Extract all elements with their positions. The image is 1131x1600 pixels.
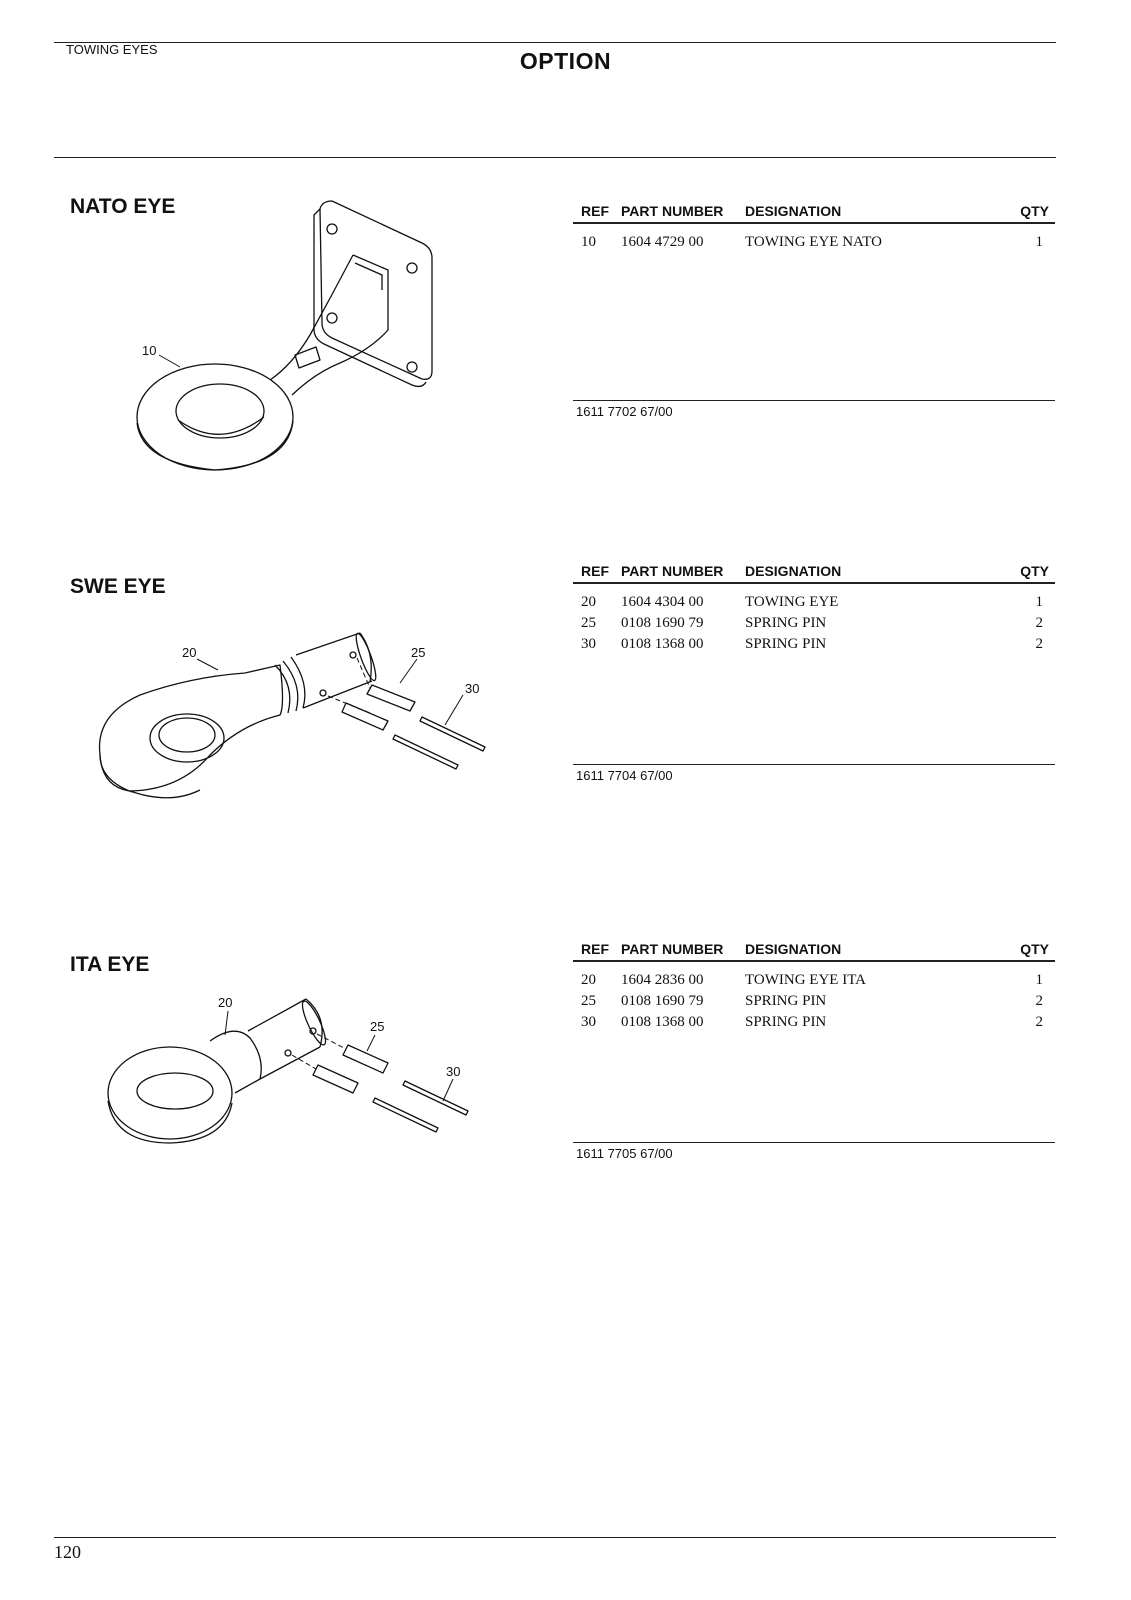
cell-qty: 1 — [1035, 594, 1043, 610]
pin-25b — [313, 1065, 358, 1093]
table-row — [573, 594, 1055, 615]
cell-ref: 25 — [581, 615, 596, 631]
label-plate — [295, 347, 320, 368]
pin-30b — [373, 1098, 438, 1132]
table-header — [573, 563, 1055, 584]
cell-ref: 10 — [581, 234, 596, 250]
col-part-number-header: PART NUMBER — [621, 941, 724, 957]
bolt-hole — [407, 263, 417, 273]
footer-rule — [54, 1537, 1056, 1538]
callout-leader — [445, 695, 463, 725]
cell-designation: SPRING PIN — [745, 615, 827, 631]
table-header — [573, 203, 1055, 224]
shaft — [248, 999, 322, 1079]
doc-code: 1611 7704 67/00 — [576, 768, 673, 783]
parts-table — [573, 563, 1055, 657]
callout-leader — [443, 1079, 453, 1101]
doc-code-rule — [573, 1142, 1055, 1143]
callout-label: 20 — [182, 645, 197, 660]
cell-qty: 2 — [1035, 1014, 1043, 1030]
cell-part-number: 1604 4729 00 — [621, 234, 704, 250]
cell-qty: 1 — [1035, 972, 1043, 988]
cell-qty: 2 — [1035, 636, 1043, 652]
col-designation-header: DESIGNATION — [745, 563, 842, 579]
col-part-number-header: PART NUMBER — [621, 203, 724, 219]
cell-designation: TOWING EYE — [745, 594, 839, 610]
cell-ref: 30 — [581, 1014, 596, 1030]
col-designation-header: DESIGNATION — [745, 203, 842, 219]
callout-leader — [367, 1035, 375, 1051]
cell-qty: 1 — [1035, 234, 1043, 250]
pin-25b — [342, 703, 388, 730]
pin-hole — [320, 690, 326, 696]
parts-section-ita — [0, 941, 1131, 1333]
bolt-hole — [327, 313, 337, 323]
table-row — [573, 993, 1055, 1014]
parts-section-nato — [0, 195, 1131, 575]
col-qty-header: QTY — [1020, 563, 1049, 579]
callout-leader — [197, 659, 218, 670]
neck — [210, 1031, 261, 1093]
cell-designation: SPRING PIN — [745, 636, 827, 652]
table-row — [573, 636, 1055, 657]
table-row — [573, 234, 1055, 255]
cell-designation: TOWING EYE NATO — [745, 234, 882, 250]
cell-ref: 20 — [581, 972, 596, 988]
eye-ring-hole — [137, 1073, 213, 1109]
table-row — [573, 1014, 1055, 1035]
pin-30a — [403, 1081, 468, 1115]
header-rule — [54, 157, 1056, 158]
doc-code: 1611 7705 67/00 — [576, 1146, 673, 1161]
doc-code: 1611 7702 67/00 — [576, 404, 673, 419]
table-row — [573, 615, 1055, 636]
cell-qty: 2 — [1035, 993, 1043, 1009]
eye-body — [100, 665, 283, 791]
callout-label: 10 — [142, 343, 157, 358]
shank — [270, 255, 388, 395]
table-header — [573, 941, 1055, 962]
callout-label: 30 — [446, 1064, 461, 1079]
eye-ring-hole — [176, 384, 264, 438]
cell-designation: TOWING EYE ITA — [745, 972, 866, 988]
cell-ref: 20 — [581, 594, 596, 610]
section-label: TOWING EYES — [66, 42, 158, 57]
nato-eye-drawing — [70, 195, 520, 535]
callout-label: 25 — [411, 645, 426, 660]
doc-code-rule — [573, 764, 1055, 765]
cell-part-number: 0108 1690 79 — [621, 993, 704, 1009]
ita-eye-drawing — [70, 983, 520, 1323]
parts-table — [573, 203, 1055, 255]
pin-30a — [420, 717, 485, 751]
section-title: ITA EYE — [70, 953, 150, 976]
pin-hole — [285, 1050, 291, 1056]
col-qty-header: QTY — [1020, 941, 1049, 957]
bolt-hole — [327, 224, 337, 234]
col-ref-header: REF — [581, 563, 609, 579]
cell-designation: SPRING PIN — [745, 993, 827, 1009]
col-qty-header: QTY — [1020, 203, 1049, 219]
eye-ring-outer — [137, 364, 293, 470]
cell-ref: 25 — [581, 993, 596, 1009]
cell-designation: SPRING PIN — [745, 1014, 827, 1030]
page-number: 120 — [54, 1542, 81, 1562]
cell-part-number: 1604 2836 00 — [621, 972, 704, 988]
parts-section-swe — [0, 563, 1131, 955]
section-title: NATO EYE — [70, 195, 176, 218]
callout-leader — [225, 1011, 228, 1035]
callout-label: 25 — [370, 1019, 385, 1034]
cell-ref: 30 — [581, 636, 596, 652]
cell-part-number: 0108 1368 00 — [621, 636, 704, 652]
pin-25a — [343, 1045, 388, 1073]
doc-code-rule — [573, 400, 1055, 401]
cell-part-number: 1604 4304 00 — [621, 594, 704, 610]
callout-label: 20 — [218, 995, 233, 1010]
col-ref-header: REF — [581, 203, 609, 219]
pin-hole — [350, 652, 356, 658]
col-designation-header: DESIGNATION — [745, 941, 842, 957]
top-rule — [54, 42, 1056, 43]
callout-label: 30 — [465, 681, 480, 696]
parts-table — [573, 941, 1055, 1035]
callout-leader — [400, 659, 417, 683]
swe-eye-drawing — [70, 595, 520, 935]
cell-part-number: 0108 1368 00 — [621, 1014, 704, 1030]
col-ref-header: REF — [581, 941, 609, 957]
callout-leader — [159, 355, 180, 367]
shaft — [296, 633, 372, 708]
col-part-number-header: PART NUMBER — [621, 563, 724, 579]
pin-30b — [393, 735, 458, 769]
table-row — [573, 972, 1055, 993]
cell-qty: 2 — [1035, 615, 1043, 631]
page-title: OPTION — [519, 48, 612, 74]
pin-25a — [367, 685, 415, 711]
eye-hole — [150, 714, 224, 762]
cell-part-number: 0108 1690 79 — [621, 615, 704, 631]
section-title: SWE EYE — [70, 575, 166, 598]
bolt-hole — [407, 362, 417, 372]
